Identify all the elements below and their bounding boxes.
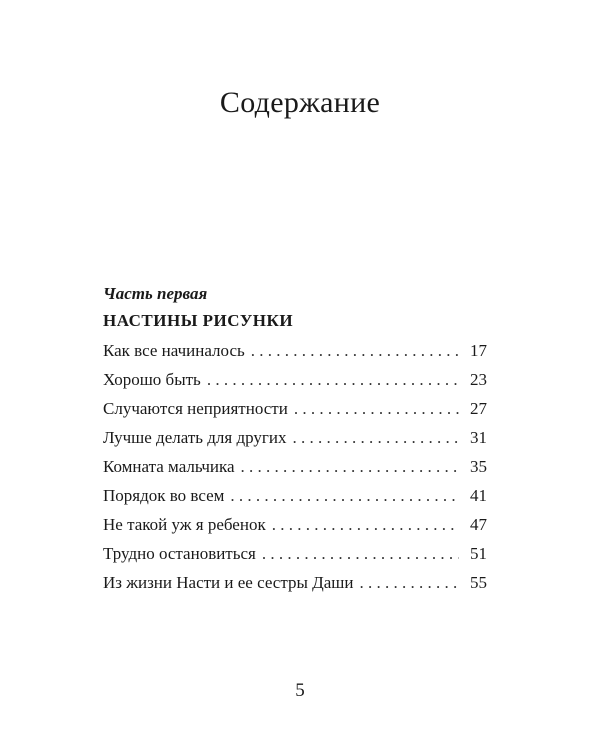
toc-entry[interactable] — [103, 428, 487, 457]
toc-entry-title: Лучше делать для других — [103, 428, 287, 447]
toc-entry-title: Порядок во всем — [103, 486, 225, 505]
toc-entry-title: Из жизни Насти и ее сестры Даши — [103, 573, 354, 592]
page-title: Содержание — [219, 86, 381, 119]
toc-entry-page: 31 — [470, 428, 487, 447]
page-number: 5 — [295, 680, 305, 701]
toc-entry[interactable] — [103, 399, 487, 428]
toc-entry[interactable] — [103, 544, 487, 573]
toc-entry[interactable] — [103, 370, 487, 399]
toc-dot-leader — [294, 399, 459, 419]
toc-entry-page: 23 — [470, 370, 487, 389]
toc-entry-page: 17 — [470, 341, 487, 360]
toc-entry-title: Комната мальчика — [103, 457, 235, 476]
toc-entry-page: 51 — [470, 544, 487, 563]
toc-entry[interactable] — [103, 341, 487, 370]
toc-entry[interactable] — [103, 457, 487, 486]
toc-dot-leader — [241, 457, 459, 477]
toc-entry-page: 55 — [470, 573, 487, 592]
toc-entry-page: 35 — [470, 457, 487, 476]
toc-dot-leader — [359, 573, 459, 593]
part-heading: НАСТИНЫ РИСУНКИ — [103, 311, 294, 330]
toc-entry-page: 47 — [470, 515, 487, 534]
toc-dot-leader — [230, 486, 459, 506]
toc-dot-leader — [262, 544, 459, 564]
part-label: Часть первая — [103, 284, 208, 303]
toc-dot-leader — [207, 370, 459, 390]
toc-dot-leader — [272, 515, 459, 535]
toc-entry-title: Как все начиналось — [103, 341, 245, 360]
toc-entry-page: 27 — [470, 399, 487, 418]
toc-entry-title: Случаются неприятности — [103, 399, 288, 418]
toc-entry-page: 41 — [470, 486, 487, 505]
toc-entry-title: Трудно остановиться — [103, 544, 256, 563]
toc-entry[interactable] — [103, 573, 487, 602]
toc-entry-title: Хорошо быть — [103, 370, 201, 389]
table-of-contents — [103, 341, 487, 602]
toc-entry-title: Не такой уж я ребенок — [103, 515, 266, 534]
toc-dot-leader — [292, 428, 459, 448]
toc-entry[interactable] — [103, 486, 487, 515]
toc-entry[interactable] — [103, 515, 487, 544]
toc-dot-leader — [251, 341, 459, 361]
